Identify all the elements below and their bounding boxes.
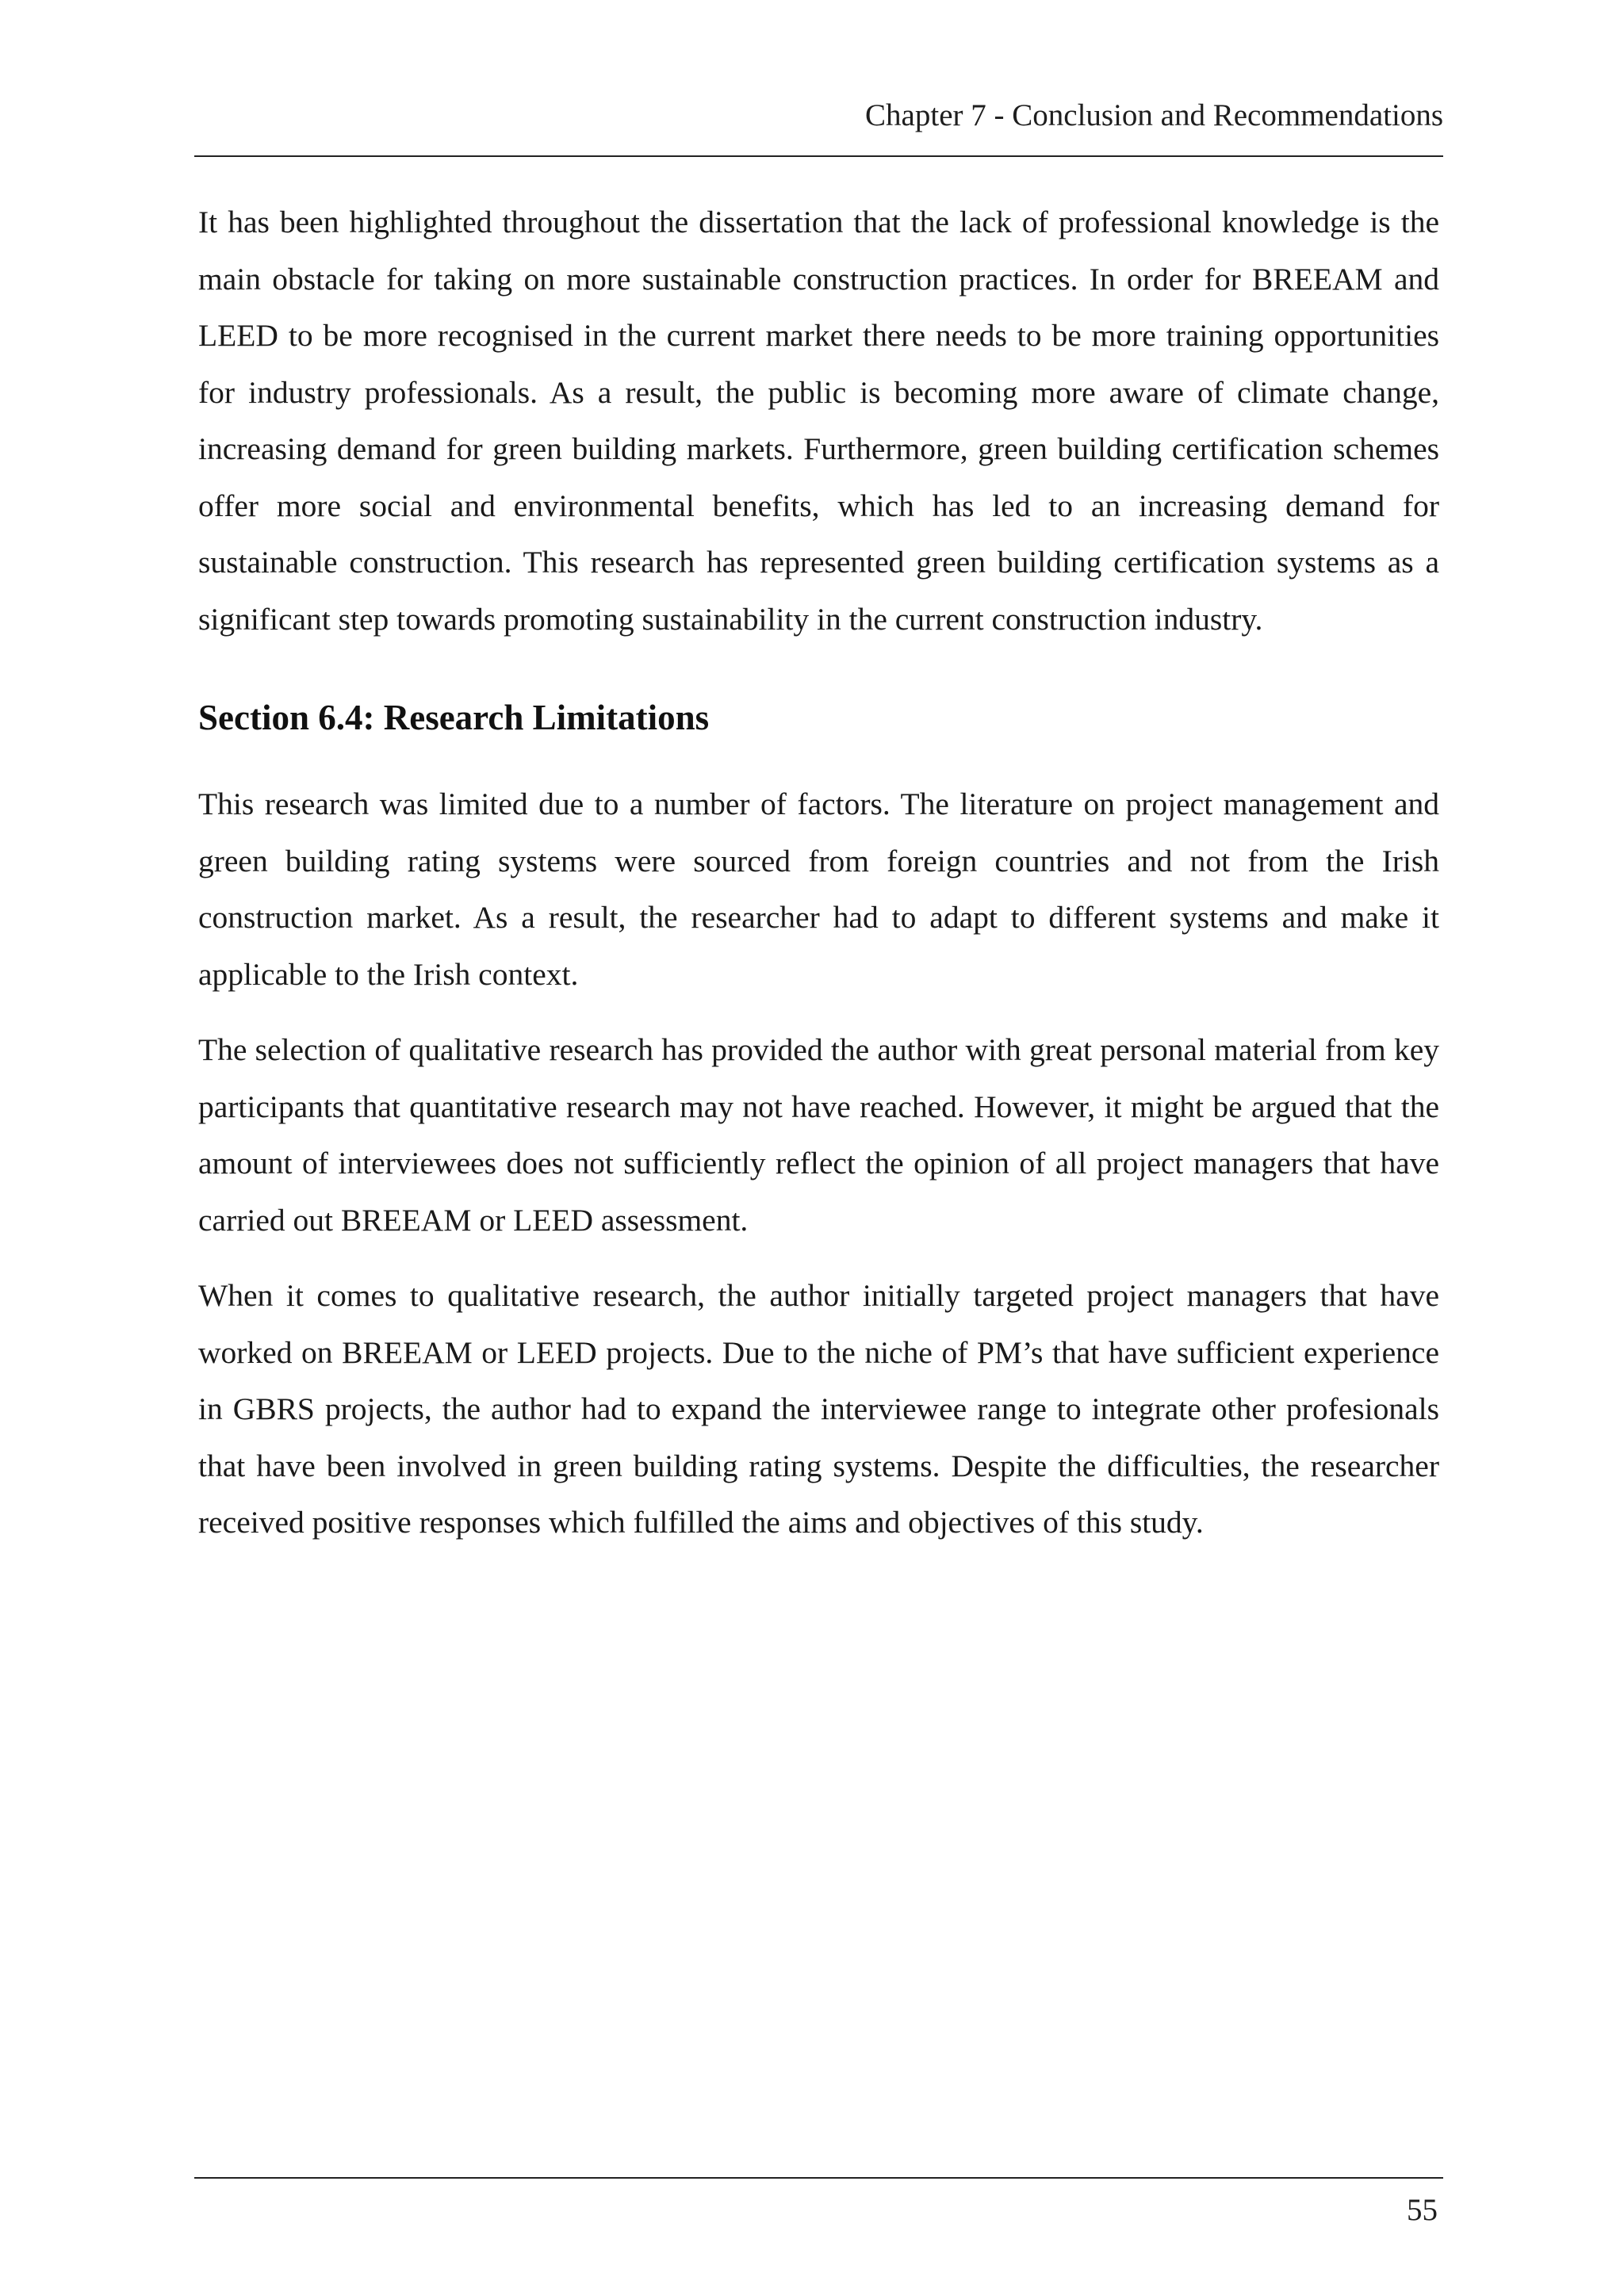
limitations-paragraph-1: This research was limited due to a number of factors. The literature on project management and green building rating systems were sourced from foreign countries and not from the Irish construction market. As a result, the researcher had to adapt to different systems and make it applicable to the Irish context. [198,786,1439,992]
header-rule [194,155,1443,157]
running-header-title: Chapter 7 - Conclusion and Recommendations [865,98,1443,132]
intro-paragraph: It has been highlighted throughout the dissertation that the lack of professional knowledge is the main obstacle for taking on more sustainable construction practices. In order for BREEAM and LEED to be more recognised in the current market there needs to be more training opportunities for industry professionals. As a result, the public is becoming more aware of climate change, increasing demand for green building markets. Furthermore, green building certification schemes offer more social and environmental benefits, which has led to an increasing demand for sustainable construction. This research has represented green building certification systems as a significant step towards promoting sustainability in the current construction industry. [198,205,1439,637]
page-body [198,194,1439,1552]
limitations-paragraph-3: When it comes to qualitative research, the author initially targeted project managers that have worked on BREEAM or LEED projects. Due to the niche of PM’s that have sufficient experience in GBRS projects, the author had to expand the interviewee range to integrate other profesionals that have been involved in green building rating systems. Despite the difficulties, the researcher received positive responses which fulfilled the aims and objectives of this study. [198,1278,1439,1540]
section-heading: Section 6.4: Research Limitations [198,698,710,737]
page-number: 55 [1407,2193,1438,2227]
limitations-paragraph-2: The selection of qualitative research has provided the author with great personal material from key participants that quantitative research may not have reached. However, it might be argued that the amount of interviewees does not sufficiently reflect the opinion of all project managers that have carried out BREEAM or LEED assessment. [198,1032,1439,1238]
footer-rule [194,2177,1443,2179]
